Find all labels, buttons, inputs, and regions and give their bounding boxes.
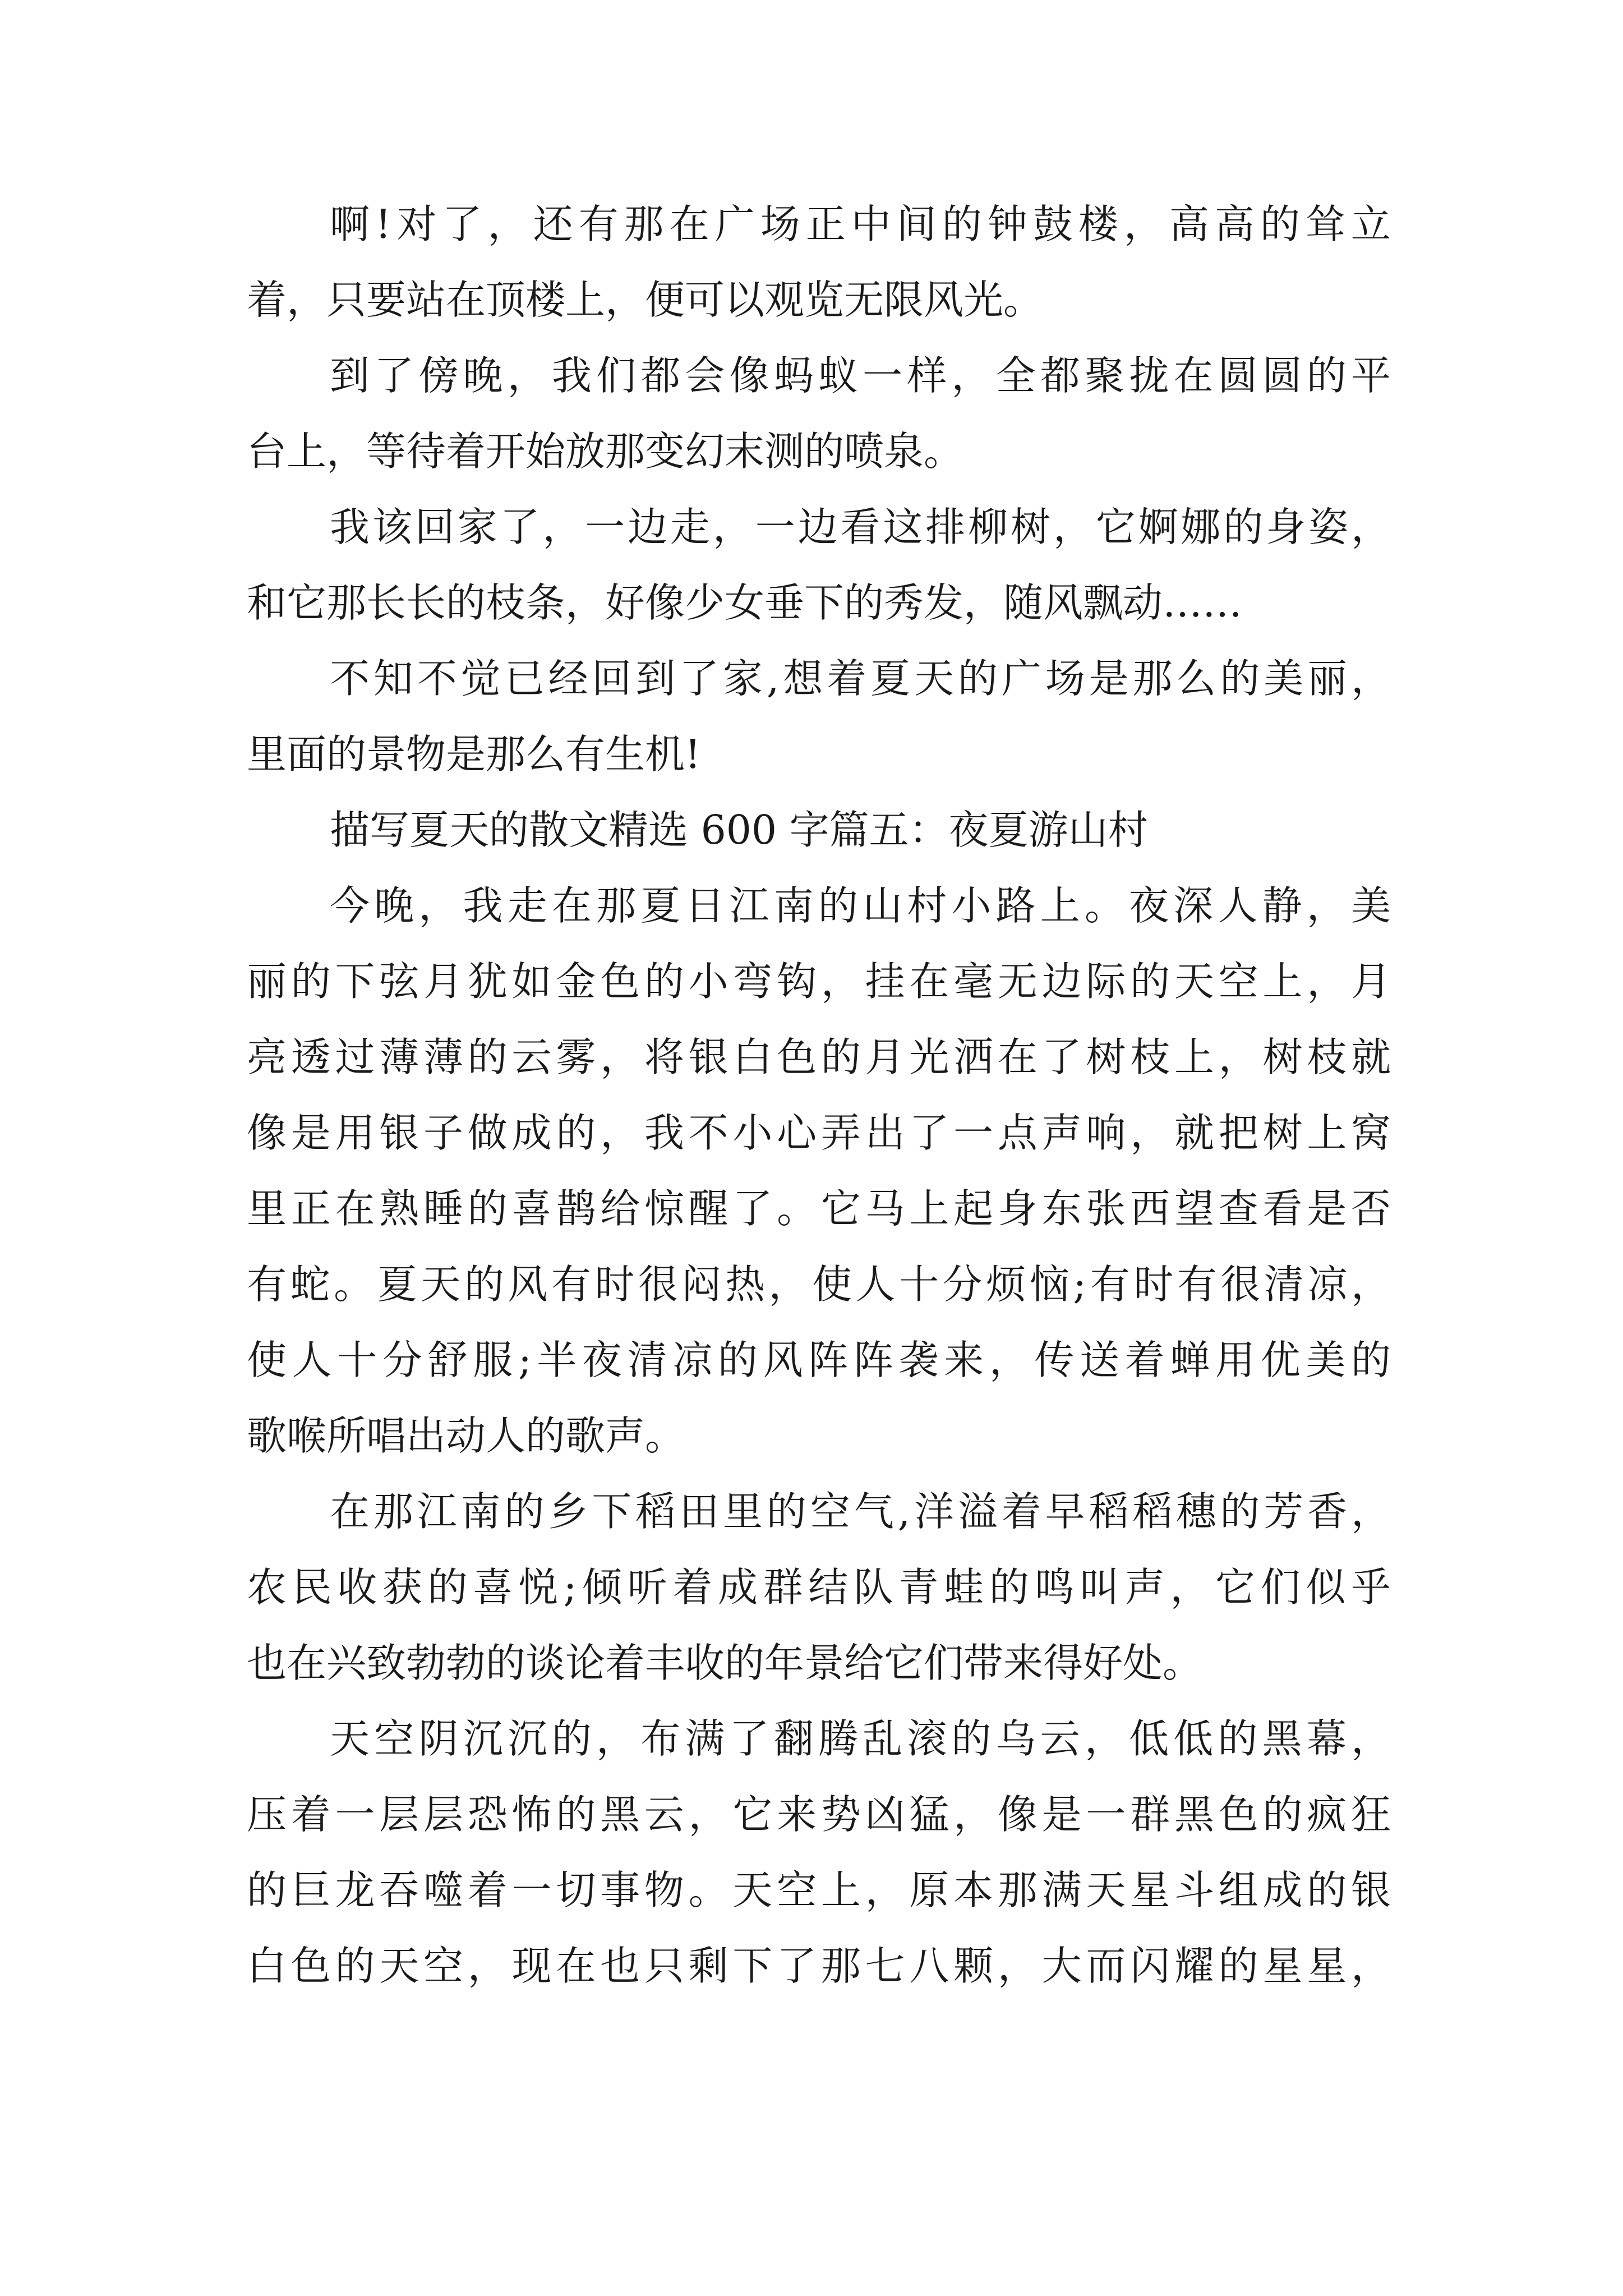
text-line: 和它那长长的枝条，好像少女垂下的秀发，随风飘动…… <box>247 579 1243 626</box>
text-line: 也在兴致勃勃的谈论着丰收的年景给它们带来得好处。 <box>247 1640 1203 1686</box>
text-line: 在那江南的乡下稻田里的空气,洋溢着早稻稻穗的芳香， <box>330 1488 1391 1535</box>
text-line: 里正在熟睡的喜鹊给惊醒了。它马上起身东张西望查看是否 <box>247 1185 1391 1232</box>
text-line: 我该回家了，一边走，一边看这排柳树，它婀娜的身姿， <box>330 504 1391 550</box>
text-line: 白色的天空，现在也只剩下了那七八颗，大而闪耀的星星， <box>247 1943 1391 1989</box>
text-line: 亮透过薄薄的云雾，将银白色的月光洒在了树枝上，树枝就 <box>247 1034 1391 1080</box>
text-line: 里面的景物是那么有生机! <box>247 731 701 777</box>
text-line: 歌喉所唱出动人的歌声。 <box>247 1412 685 1459</box>
text-line: 天空阴沉沉的，布满了翻腾乱滚的乌云，低低的黑幕， <box>330 1715 1391 1762</box>
text-line: 的巨龙吞噬着一切事物。天空上，原本那满天星斗组成的银 <box>247 1867 1391 1913</box>
text-line: 台上，等待着开始放那变幻末测的喷泉。 <box>247 428 964 475</box>
text-line: 有蛇。夏天的风有时很闷热，使人十分烦恼;有时有很清凉， <box>247 1261 1391 1308</box>
text-line: 着，只要站在顶楼上，便可以观览无限风光。 <box>247 277 1044 323</box>
text-line: 今晚，我走在那夏日江南的山村小路上。夜深人静，美 <box>330 882 1391 929</box>
text-line: 啊!对了，还有那在广场正中间的钟鼓楼，高高的耸立 <box>330 201 1391 247</box>
body-text <box>247 186 1391 2004</box>
text-line: 不知不觉已经回到了家,想着夏天的广场是那么的美丽， <box>330 655 1391 702</box>
text-line: 到了傍晚，我们都会像蚂蚁一样，全都聚拢在圆圆的平 <box>330 352 1391 399</box>
text-line: 像是用银子做成的，我不小心弄出了一点声响，就把树上窝 <box>247 1110 1391 1156</box>
text-line: 使人十分舒服;半夜清凉的风阵阵袭来，传送着蝉用优美的 <box>247 1337 1391 1383</box>
text-line: 描写夏天的散文精选 600 字篇五：夜夏游山村 <box>330 807 1148 853</box>
text-line: 压着一层层恐怖的黑云，它来势凶猛，像是一群黑色的疯狂 <box>247 1791 1391 1838</box>
text-line: 丽的下弦月犹如金色的小弯钩，挂在毫无边际的天空上，月 <box>247 958 1391 1005</box>
text-line: 农民收获的喜悦;倾听着成群结队青蛙的鸣叫声，它们似乎 <box>247 1564 1391 1611</box>
